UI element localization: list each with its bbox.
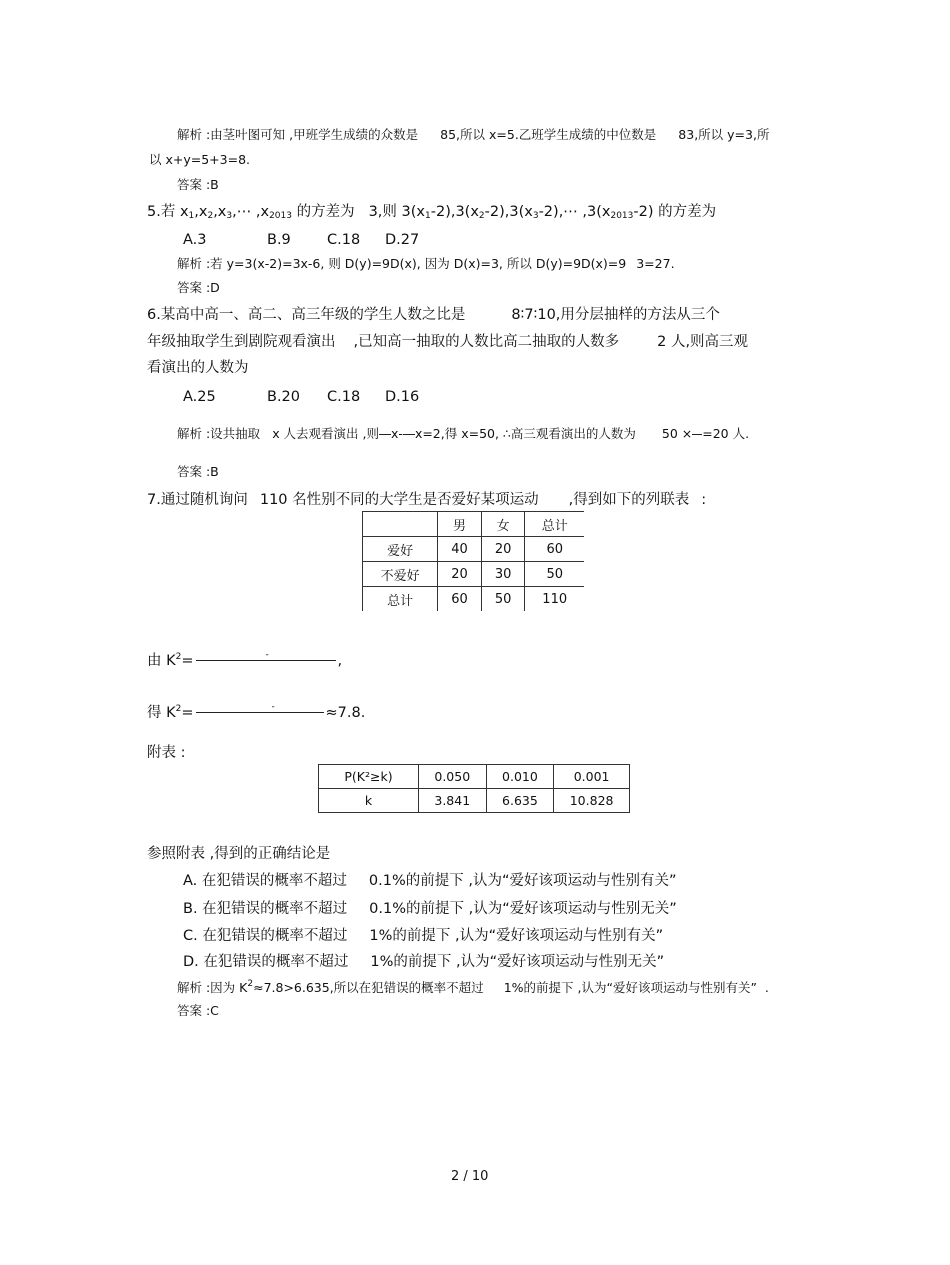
- q7-answer: 答案 :C: [177, 1003, 219, 1018]
- q7-analysis: 解析 :因为 $K^2\approx 7.8>6.635$,所以在犯错误的概率不超过 1%的前提下 ,认为“爱好该项运动与性别有关” .: [177, 979, 769, 995]
- q6-line3: 看演出的人数为: [147, 360, 249, 376]
- q6-analysis: 解析 :设共抽取 x 人去观看演出 ,则 x- x=2,得 x=50, ∴高三观看演出的人数为 50 × =20 人.: [177, 426, 750, 441]
- contingency-table: [362, 511, 584, 611]
- q5-option-d: D.27: [385, 232, 420, 248]
- q5-option-b: B.9: [267, 232, 291, 248]
- q6-line1: 6.某高中高一、高二、高三年级的学生人数之比是 8∶7∶10,用分层抽样的方法从三个: [147, 307, 720, 323]
- q4-answer: 答案 :B: [177, 177, 219, 192]
- q5-option-c: C.18: [327, 232, 361, 248]
- k2-formula-1: 由 $K^2=$ - ,: [147, 650, 343, 669]
- q7-option-a: A. 在犯错误的概率不超过 0.1%的前提下 ,认为“爱好该项运动与性别有关”: [183, 873, 677, 889]
- q6-option-b: B.20: [267, 389, 301, 405]
- q7-option-d: D. 在犯错误的概率不超过 1%的前提下 ,认为“爱好该项运动与性别无关”: [183, 954, 665, 970]
- q7-prompt: 参照附表 ,得到的正确结论是: [147, 846, 331, 862]
- q6-answer: 答案 :B: [177, 464, 219, 479]
- fraction-bar: -: [196, 712, 324, 714]
- q5-analysis: 解析 :若 y=3(x-2)=3x-6, 则 D(y)=9D(x), 因为 D(x)=3, 所以 D(y)=9D(x)=9 3=27.: [177, 256, 675, 271]
- k2-formula-2: 得 $K^2=$ - ≈7.8.: [147, 702, 366, 721]
- q6-option-a: A.25: [183, 389, 216, 405]
- table-row: k 3.841 6.635 10.828: [319, 789, 630, 813]
- q7-option-b: B. 在犯错误的概率不超过 0.1%的前提下 ,认为“爱好该项运动与性别无关”: [183, 901, 677, 917]
- q4-analysis-line2: 以 x+y=5+3=8.: [149, 152, 250, 167]
- q6-option-d: D.16: [385, 389, 420, 405]
- q5-options: [183, 233, 419, 248]
- page-number: 2 / 10: [451, 1169, 489, 1184]
- q6-line2: 年级抽取学生到剧院观看演出 ,已知高一抽取的人数比高二抽取的人数多 2 人,则高三观: [147, 334, 749, 350]
- q6-option-c: C.18: [327, 389, 361, 405]
- fraction-bar: -: [196, 660, 336, 662]
- q7-stem: 7.通过随机询问 110 名性别不同的大学生是否爱好某项运动 ,得到如下的列联表 :: [147, 492, 707, 508]
- table-row: 总计 60 50 110: [363, 587, 585, 612]
- q5-option-a: A.3: [183, 232, 207, 248]
- q7-option-c: C. 在犯错误的概率不超过 1%的前提下 ,认为“爱好该项运动与性别有关”: [183, 928, 664, 944]
- appendix-label: 附表 :: [147, 745, 186, 761]
- table-row: 男 女 总计: [363, 512, 585, 537]
- q6-options: [183, 390, 419, 405]
- table-row: 不爱好 20 30 50: [363, 562, 585, 587]
- table-row: P(K²≥k) 0.050 0.010 0.001: [319, 765, 630, 789]
- critical-value-table: [318, 764, 630, 813]
- q4-analysis-line1: 解析 :由茎叶图可知 ,甲班学生成绩的众数是 85,所以 x=5.乙班学生成绩的中位数是 83,所以 y=3,所: [177, 127, 770, 142]
- table-row: 爱好 40 20 60: [363, 537, 585, 562]
- q5-answer: 答案 :D: [177, 280, 220, 295]
- q5-stem: 5.若 $x_1,x_2,x_3,\cdots$ $,x_{2013}$ 的方差为 3,则 $3(x_1-2),3(x_2-2),3(x_3-2),\cdots$ $,3(x_{2013}-2)$ 的方差为: [147, 204, 717, 221]
